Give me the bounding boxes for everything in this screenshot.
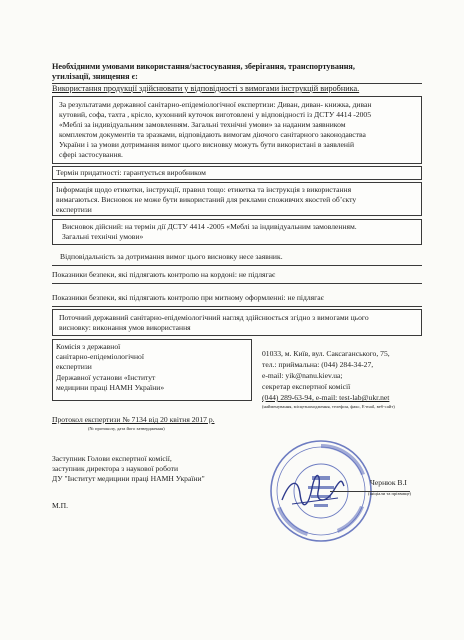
conclusion-box <box>52 96 422 164</box>
stamp-place-label: М.П. <box>52 501 69 510</box>
commission-line: експертизи <box>56 362 92 371</box>
info-line: експертизи <box>56 205 92 214</box>
phone-line: тел.: приймальна: (044) 284-34-27, <box>262 360 374 369</box>
validity-box <box>52 166 422 180</box>
email-line: e-mail: yik@nanu.kiev.ua; <box>262 371 343 380</box>
signatory-title-line: Заступник Голови експертної комісії, <box>52 454 172 463</box>
divider <box>52 265 422 266</box>
secretary-contact-line: (044) 289-63-94, e-mail: test-lab@ukr.net <box>262 393 390 402</box>
address-caption: (найменування, місцезнаходження, телефон, факс, E-mail, веб-сайт) <box>262 404 395 409</box>
signatory-name-caption: (ініціали та прізвище) <box>368 491 412 496</box>
responsibility-text: Відповідальність за дотримання вимог цього висновку несе заявник. <box>60 252 283 261</box>
commission-line: Державної установи «Інститут <box>56 373 156 382</box>
protocol-line: Протокол експертизи № 7134 від 20 квітня 2017 р. <box>52 415 215 424</box>
conclusion-line: сфері застосування. <box>59 150 123 159</box>
signatory-name: Чернюк В.І <box>370 478 407 487</box>
conclusion-line: За результатами державної санітарно-епідеміологічної експертизи: Диван, диван- книжка, диван <box>59 100 372 109</box>
info-line: вимагаються. Висновок не може бути використаний для реклами споживчих якостей об’єкту <box>56 195 357 204</box>
conclusion-line: України і за умови дотримання вимог цього висновку можуть бути використані в заявленій <box>59 140 355 149</box>
commission-line: Комісія з державної <box>56 342 121 351</box>
info-line: Інформація щодо етикетки, інструкції, правил тощо: етикетка та інструкція з використання <box>56 185 352 194</box>
customs-control-text: Показники безпеки, які підлягають контролю при митному оформленні: не підлягає <box>52 293 324 302</box>
supervision-line: Поточний державний санітарно-епідеміологічний нагляд здійснюється згідно з вимогами цього <box>59 313 369 322</box>
protocol-caption: (№ протоколу, дата його затвердження) <box>88 426 165 431</box>
divider <box>52 283 422 284</box>
conditions-title-line1: Необхідними умовами використання/застосування, зберігання, транспортування, <box>52 62 355 71</box>
commission-line: санітарно-епідеміологічної <box>56 352 144 361</box>
border-control-text: Показники безпеки, які підлягають контролю на кордоні: не підлягає <box>52 270 276 279</box>
valid-term-line: Загальні технічні умови» <box>62 232 144 241</box>
validity-text: Термін придатності: гарантується виробником <box>56 168 206 177</box>
commission-box <box>52 339 252 401</box>
valid-term-box <box>52 219 422 245</box>
conditions-title-line2: утилізації, знищення є: <box>52 72 138 81</box>
conclusion-line: «Меблі за індивідуальним замовленням. Загальні технічні умови» за наданим заявником <box>59 120 346 129</box>
conclusion-line: кутовий, софа, тахта , крісло, кухонний куточок виготовлені у відповідності із ДСТУ 4414 -2005 <box>59 110 372 119</box>
supervision-line: висновку: виконання умов використання <box>59 323 191 332</box>
signatory-title-line: заступник директора з наукової роботи <box>52 464 179 473</box>
info-box <box>52 182 422 216</box>
usage-line: Використання продукції здійснювати у відповідності з вимогами інструкцій виробника. <box>52 84 360 93</box>
secretary-line: секретар експертної комісії <box>262 382 351 391</box>
signatory-title-line: ДУ "Інститут медицини праці НАМН України" <box>52 474 205 483</box>
valid-term-line: Висновок дійсний: на термін дії ДСТУ 4414 -2005 «Меблі за індивідуальним замовленням. <box>62 222 357 231</box>
conclusion-line: комплектом документів та зразками, відповідають вимогам діючого санітарного законодавства <box>59 130 366 139</box>
address-line: 01033, м. Київ, вул. Саксаганського, 75, <box>262 349 390 358</box>
commission-line: медицини праці НАМН України» <box>56 383 165 392</box>
supervision-box <box>52 309 422 336</box>
divider <box>52 306 422 307</box>
